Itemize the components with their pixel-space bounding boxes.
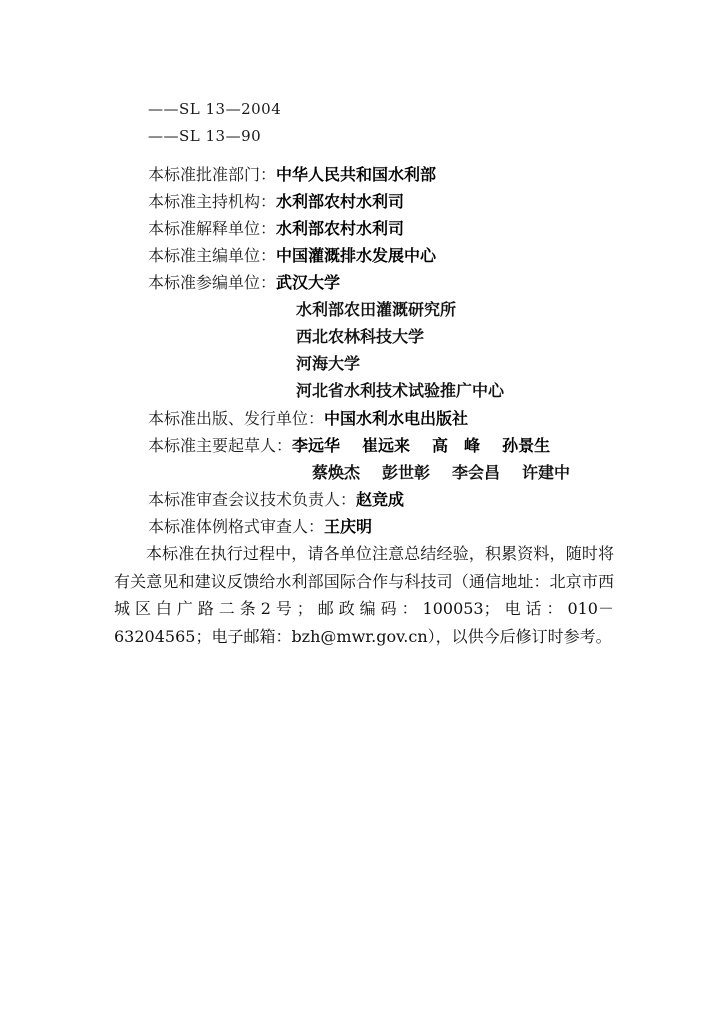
- field-label: 本标准主要起草人：: [148, 436, 293, 455]
- host-institution: [148, 189, 404, 212]
- replaces-version: ——SL 13—2004: [148, 100, 282, 118]
- field-value: 赵竞成: [356, 490, 405, 509]
- participating-unit: 河北省水利技术试验推广中心: [296, 381, 505, 400]
- field-label: 本标准审查会议技术负责人：: [148, 490, 357, 509]
- main-drafters: [148, 433, 572, 456]
- field-value: 水利部农村水利司: [276, 192, 405, 211]
- field-value: 中国灌溉排水发展中心: [276, 246, 437, 265]
- drafter-name: 李会昌: [452, 463, 501, 482]
- field-value: 水利部农村水利司: [276, 219, 405, 238]
- drafter-name: 崔远来: [362, 436, 411, 455]
- drafter-names-row1: [292, 433, 572, 456]
- review-technical-lead: [148, 487, 404, 510]
- field-value: 武汉大学: [276, 273, 341, 292]
- field-label: 本标准主持机构：: [148, 192, 277, 211]
- drafter-name: 彭世彰: [382, 463, 431, 482]
- format-reviewer: [148, 514, 372, 537]
- interpretation-unit: [148, 216, 404, 239]
- approval-department: [148, 162, 436, 185]
- field-label: 本标准批准部门：: [148, 165, 277, 184]
- drafter-name: 蔡焕杰: [312, 463, 361, 482]
- field-label: 本标准主编单位：: [148, 246, 277, 265]
- field-label: 本标准出版、发行单位：: [148, 409, 325, 428]
- drafter-name: 许建中: [522, 463, 571, 482]
- participating-units: [148, 270, 340, 293]
- feedback-paragraph: 本标准在执行过程中，请各单位注意总结经验，积累资料，随时将有关意见和建议反馈给水利部国际合作与科技司（通信地址：北京市西城区白广路二条2号；邮政编码：100053；电话：010－63204565；电子邮箱：bzh@mwr.gov.cn），以供今后修订时参考。: [114, 544, 614, 646]
- participating-unit: 河海大学: [296, 354, 361, 373]
- drafter-name: 李远华: [292, 436, 341, 455]
- previous-version: ——SL 13—90: [148, 127, 262, 145]
- field-value: 中国水利水电出版社: [324, 409, 469, 428]
- participating-unit: 水利部农田灌溉研究所: [296, 300, 457, 319]
- field-label: 本标准参编单位：: [148, 273, 277, 292]
- drafter-name: 高 峰: [432, 436, 481, 455]
- participating-unit: 西北农林科技大学: [296, 327, 425, 346]
- drafter-name: 孙景生: [502, 436, 551, 455]
- chief-editor-unit: [148, 243, 436, 266]
- field-value: 王庆明: [324, 517, 373, 536]
- field-label: 本标准解释单位：: [148, 219, 277, 238]
- drafter-names-row2: [312, 460, 592, 483]
- field-label: 本标准体例格式审查人：: [148, 517, 325, 536]
- publisher: [148, 406, 468, 429]
- field-value: 中华人民共和国水利部: [276, 165, 437, 184]
